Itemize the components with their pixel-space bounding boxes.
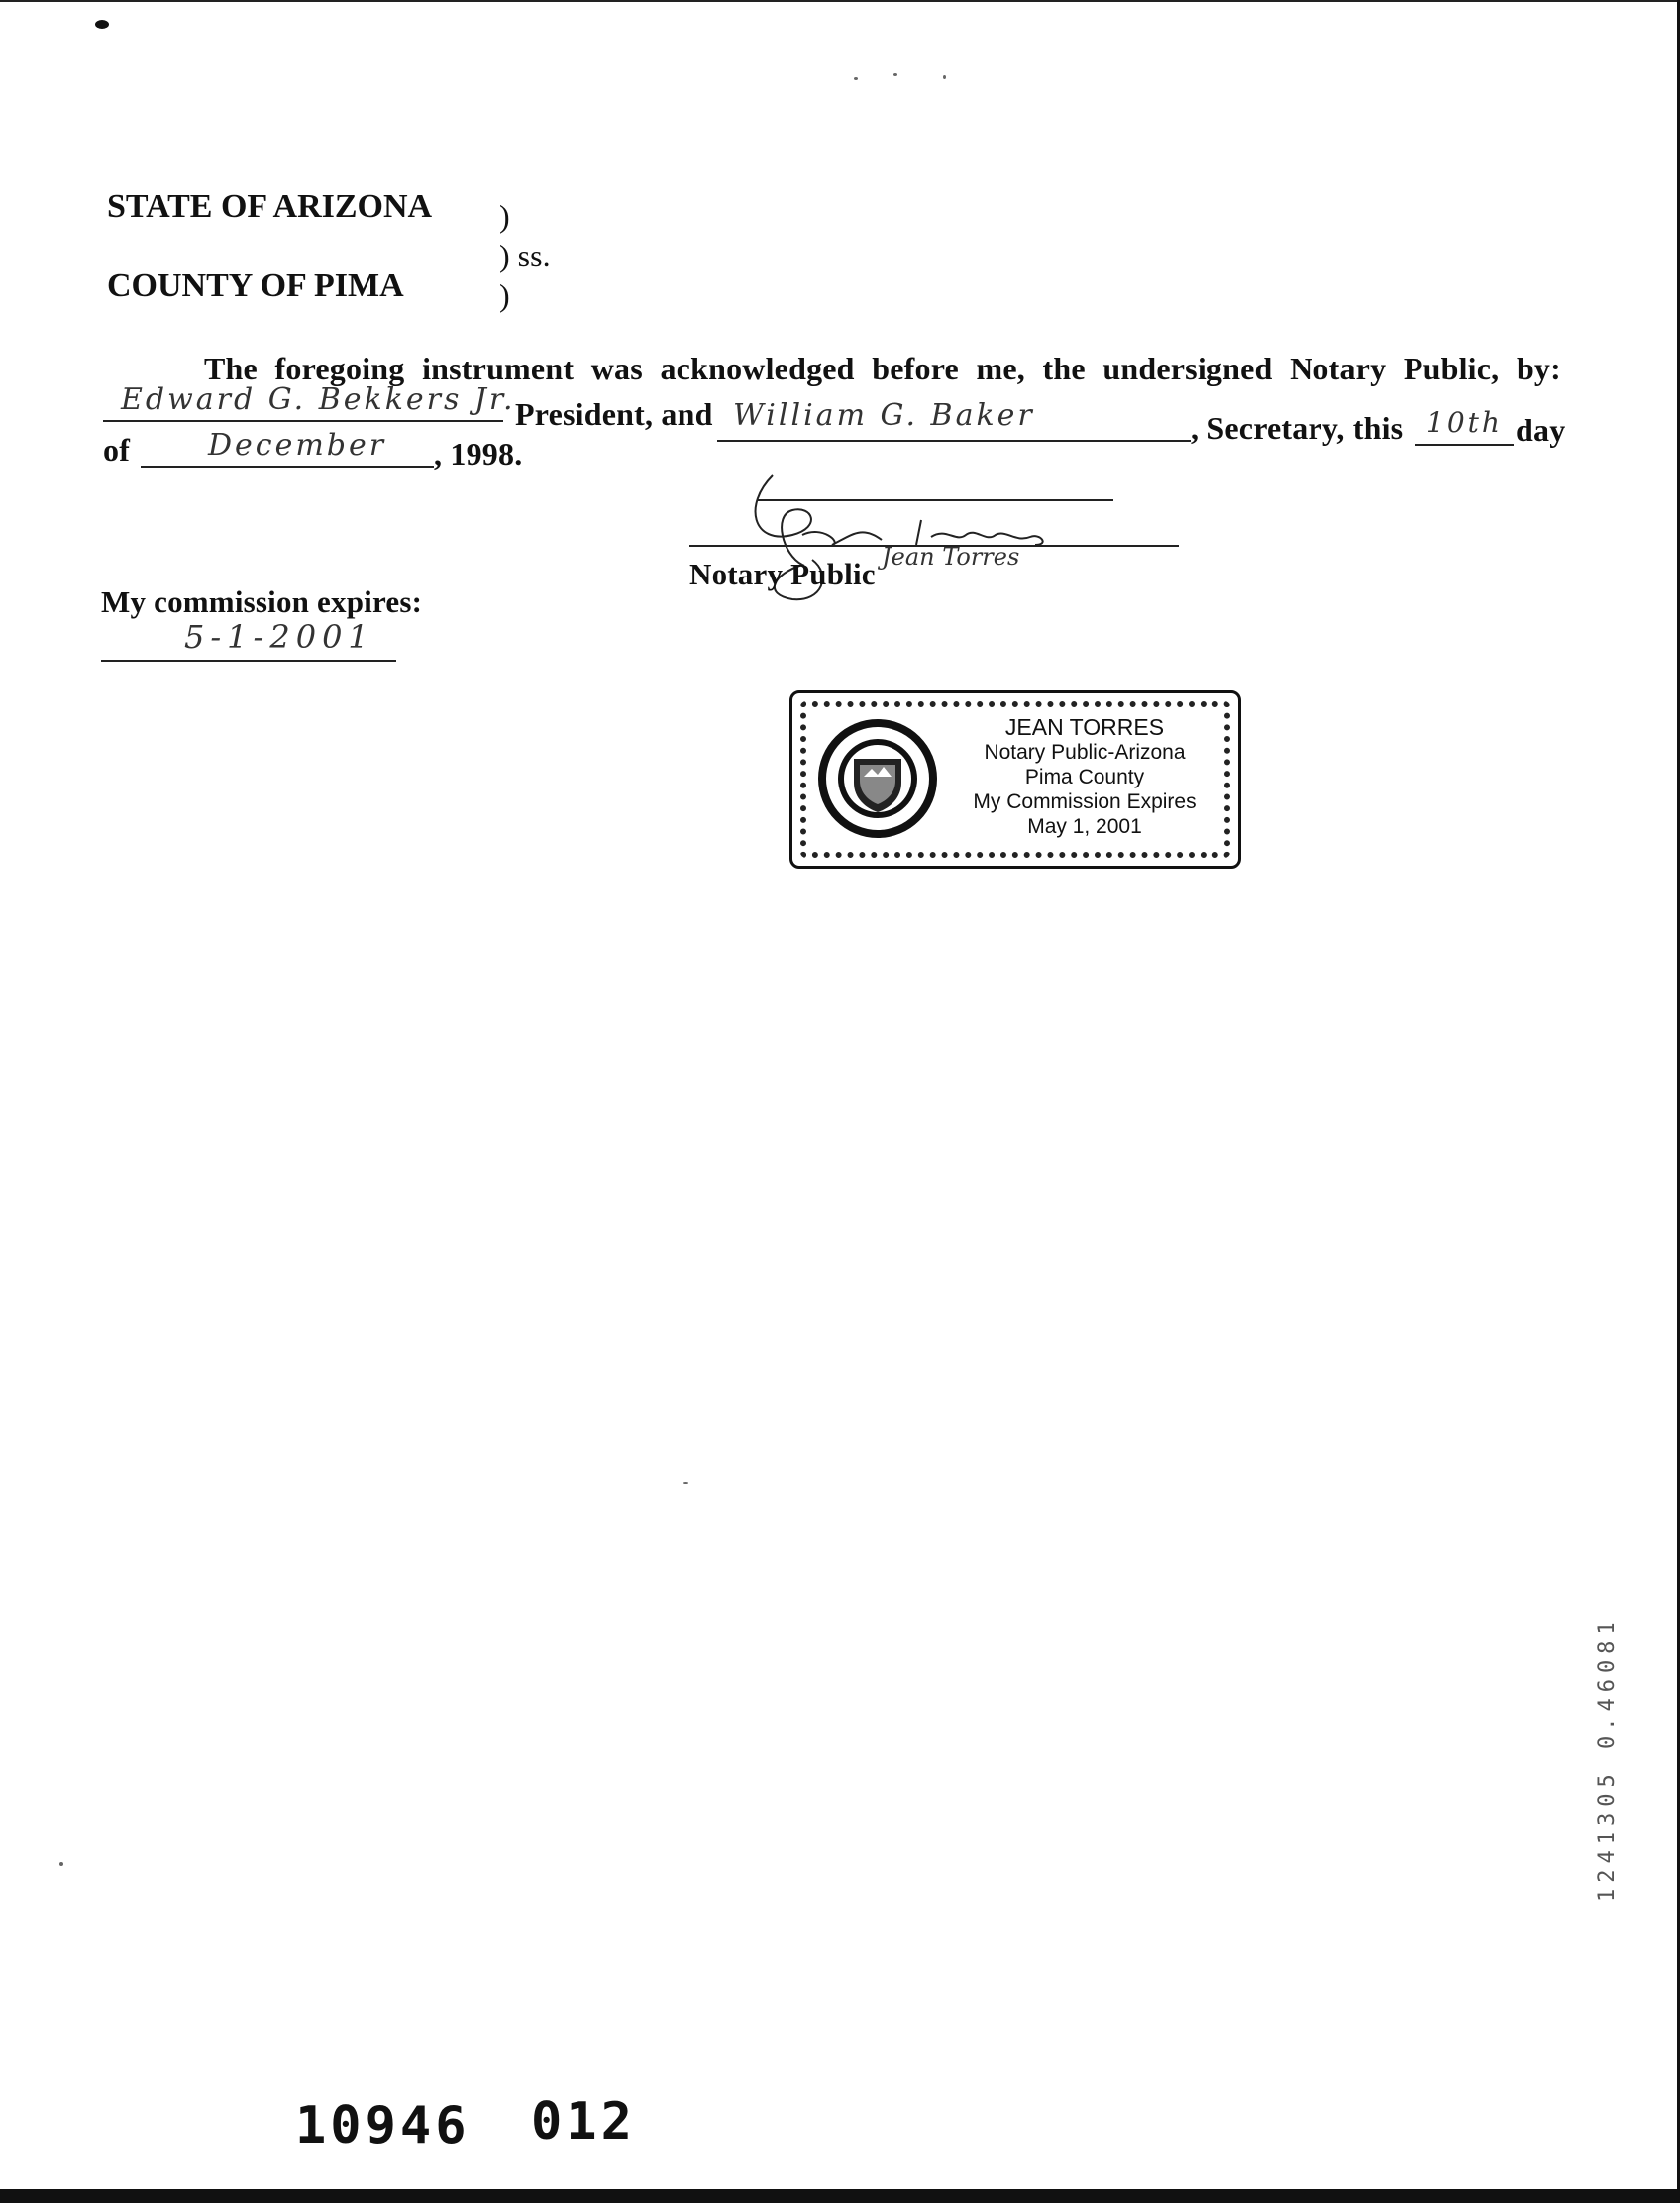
venue-paren-ss: ) ss. — [499, 238, 551, 273]
month-value: December — [208, 428, 387, 463]
venue-paren-close: ) — [499, 277, 510, 313]
side-bates-code: 1241305 0.46081 — [1595, 1616, 1620, 1902]
notary-title: Notary Public — [689, 557, 876, 591]
acknowledgment-intro: The foregoing instrument was acknowledged before me, the undersigned Notary Public, by: — [204, 351, 1561, 386]
document-number: 10946 — [295, 2096, 471, 2155]
commission-label: My commission expires: — [101, 584, 423, 619]
scan-speck — [59, 1862, 63, 1866]
top-border — [0, 0, 1680, 2]
arizona-seal-icon — [816, 717, 939, 840]
day-label: day — [1516, 412, 1566, 448]
secretary-blank — [717, 440, 1191, 442]
county-heading: COUNTY OF PIMA — [107, 267, 404, 304]
stamp-line-expires: My Commission Expires — [973, 790, 1197, 813]
president-label: President, and — [515, 396, 713, 432]
scan-speck — [943, 75, 946, 79]
of-label: of — [103, 432, 131, 468]
state-heading: STATE OF ARIZONA — [107, 188, 433, 225]
secretary-name: William G. Baker — [733, 398, 1035, 433]
seal-year: 1912 — [867, 820, 889, 830]
page-number: 012 — [531, 2092, 636, 2151]
commission-date: 5-1-2001 — [184, 618, 374, 656]
stamp-line-title: Notary Public-Arizona — [984, 741, 1186, 764]
year-label: , 1998. — [434, 436, 523, 472]
stamp-text-block — [941, 715, 1228, 839]
month-blank — [141, 466, 434, 468]
notary-signature-text: Jean Torres — [882, 543, 1020, 571]
bottom-border — [0, 2189, 1680, 2203]
scan-speck — [893, 73, 897, 76]
president-name: Edward G. Bekkers Jr. — [121, 382, 516, 417]
notary-stamp — [789, 690, 1241, 869]
day-value: 10th — [1426, 406, 1503, 439]
secretary-label: , Secretary, this — [1191, 410, 1404, 446]
stamp-line-name: JEAN TORRES — [1004, 714, 1165, 740]
stamp-line-date: May 1, 2001 — [1027, 815, 1142, 838]
venue-paren-open: ) — [499, 198, 510, 234]
commission-blank — [101, 660, 396, 662]
scan-speck — [95, 20, 109, 29]
scan-speck — [683, 1482, 688, 1484]
president-blank — [103, 420, 503, 422]
scan-speck — [854, 77, 858, 80]
day-blank — [1415, 444, 1514, 446]
stamp-line-county: Pima County — [1024, 766, 1145, 788]
